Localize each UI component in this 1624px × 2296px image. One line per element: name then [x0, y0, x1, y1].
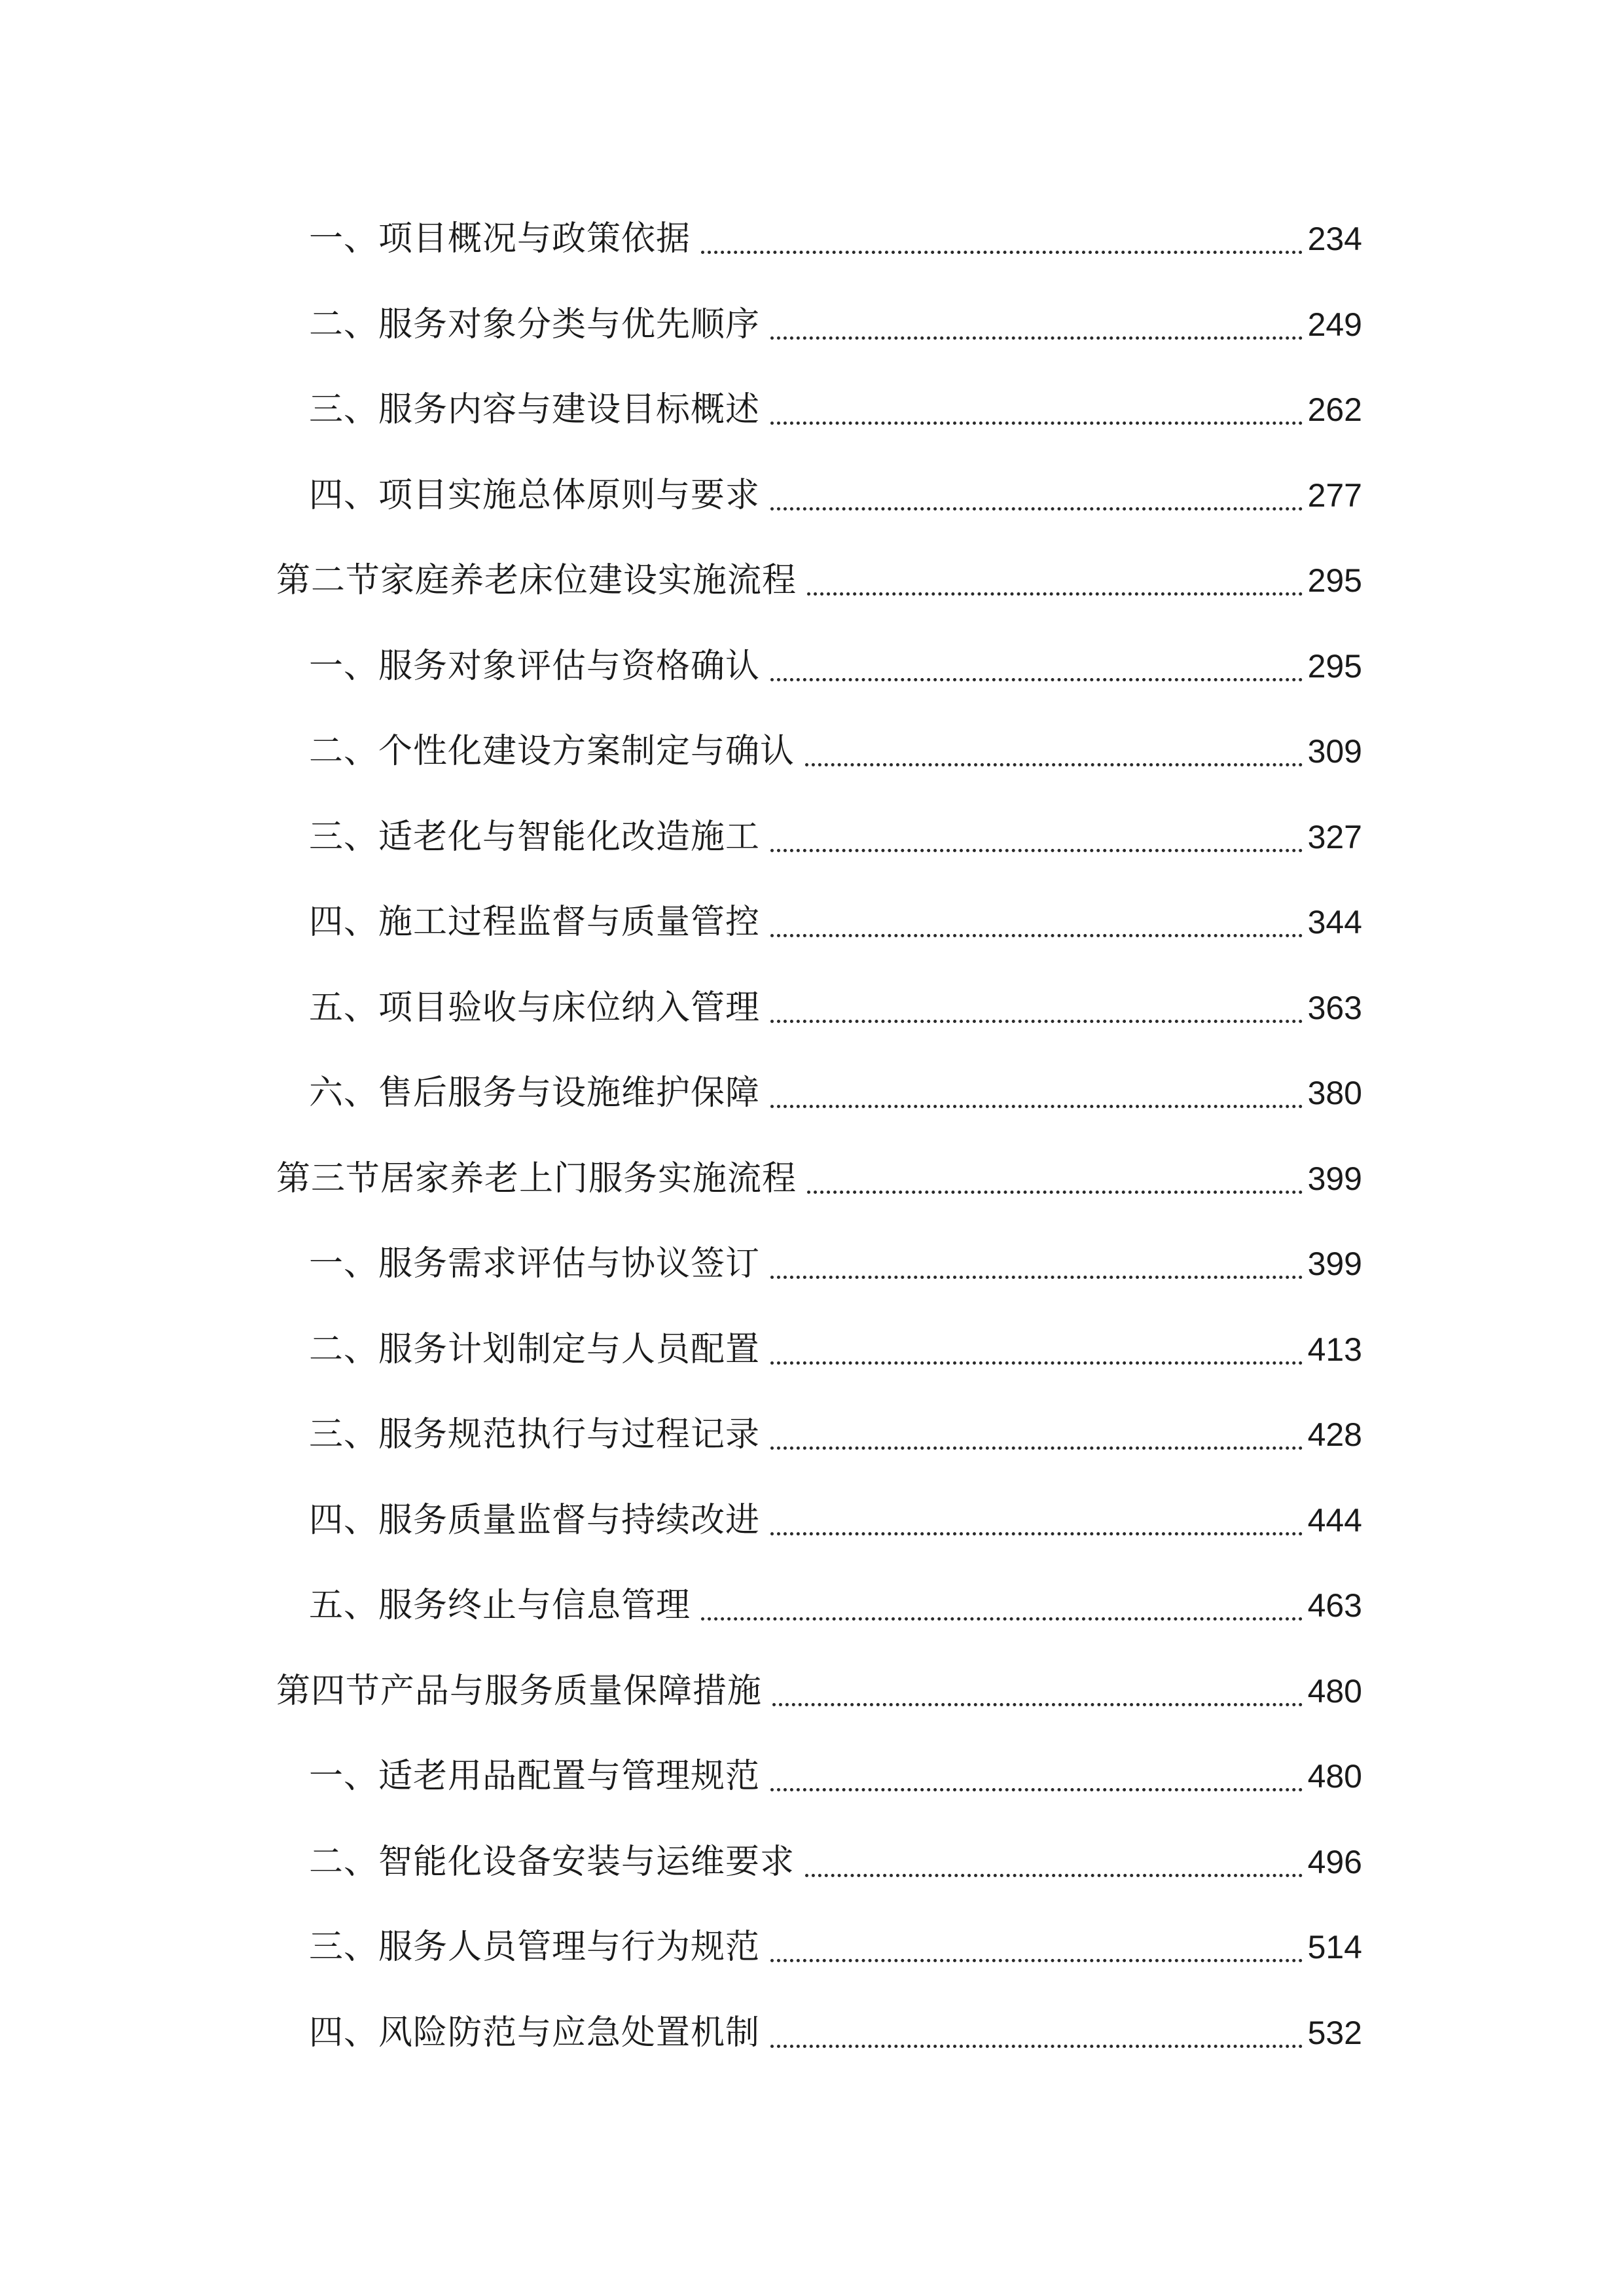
toc-page-number: 413	[1307, 1331, 1362, 1368]
toc-entry[interactable]	[0, 811, 1624, 863]
toc-entry-title: 一、服务对象评估与资格确认	[309, 646, 761, 686]
toc-entry-title: 四、服务质量监督与持续改进	[309, 1500, 761, 1540]
toc-dot-leader	[770, 1959, 1303, 1962]
toc-entry-title: 三、服务规范执行与过程记录	[309, 1415, 761, 1454]
toc-entry-title: 第三节居家养老上门服务实施流程	[276, 1158, 797, 1198]
toc-section-entry[interactable]	[0, 554, 1624, 607]
toc-dot-leader	[770, 1020, 1303, 1023]
toc-dot-leader	[770, 934, 1303, 937]
toc-entry[interactable]	[0, 2007, 1624, 2059]
toc-dot-leader	[701, 1617, 1303, 1621]
toc-dot-leader	[701, 251, 1303, 254]
toc-dot-leader	[807, 592, 1303, 596]
toc-entry-title: 三、服务人员管理与行为规范	[309, 1928, 761, 1967]
toc-entry[interactable]	[0, 1921, 1624, 1973]
toc-entry[interactable]	[0, 725, 1624, 778]
toc-entry-title: 六、售后服务与设施维护保障	[309, 1073, 761, 1113]
toc-dot-leader	[770, 422, 1303, 425]
toc-page-number: 295	[1307, 562, 1362, 599]
toc-page-number: 480	[1307, 1758, 1362, 1795]
toc-dot-leader	[805, 763, 1303, 766]
toc-dot-leader	[770, 1446, 1303, 1450]
toc-entry[interactable]	[0, 384, 1624, 436]
toc-page-number: 344	[1307, 904, 1362, 941]
toc-entry-title: 二、智能化设备安装与运维要求	[309, 1842, 795, 1882]
toc-entry-title: 一、项目概况与政策依据	[309, 219, 691, 259]
toc-page-number: 309	[1307, 733, 1362, 770]
toc-entry[interactable]	[0, 298, 1624, 351]
toc-dot-leader	[772, 1703, 1303, 1706]
toc-entry[interactable]	[0, 469, 1624, 522]
toc-entry-title: 二、个性化建设方案制定与确认	[309, 732, 795, 771]
toc-entry[interactable]	[0, 1408, 1624, 1461]
toc-entry[interactable]	[0, 1067, 1624, 1119]
toc-page-number: 380	[1307, 1075, 1362, 1111]
toc-page-number: 249	[1307, 306, 1362, 343]
toc-page-number: 514	[1307, 1929, 1362, 1965]
toc-entry-title: 一、适老用品配置与管理规范	[309, 1757, 761, 1796]
toc-dot-leader	[770, 1788, 1303, 1791]
toc-entry-title: 四、项目实施总体原则与要求	[309, 475, 761, 515]
toc-entry-title: 三、适老化与智能化改造施工	[309, 817, 761, 857]
toc-entry-title: 四、风险防范与应急处置机制	[309, 2013, 761, 2053]
toc-dot-leader	[770, 1105, 1303, 1108]
toc-entry[interactable]	[0, 1238, 1624, 1290]
toc-page-number: 399	[1307, 1160, 1362, 1197]
toc-page-number: 399	[1307, 1246, 1362, 1282]
toc-entry[interactable]	[0, 982, 1624, 1034]
toc-page-number: 363	[1307, 989, 1362, 1026]
toc-dot-leader	[770, 1361, 1303, 1365]
toc-entry[interactable]	[0, 1494, 1624, 1547]
toc-dot-leader	[807, 1191, 1303, 1194]
toc-entry[interactable]	[0, 896, 1624, 948]
toc-entry-title: 一、服务需求评估与协议签订	[309, 1244, 761, 1283]
toc-entry-title: 二、服务对象分类与优先顺序	[309, 304, 761, 344]
toc-page-number: 234	[1307, 221, 1362, 257]
toc-dot-leader	[770, 678, 1303, 681]
toc-entry[interactable]	[0, 640, 1624, 692]
toc-entry[interactable]	[0, 1750, 1624, 1803]
toc-entry[interactable]	[0, 1836, 1624, 1888]
toc-entry-title: 第四节产品与服务质量保障措施	[276, 1671, 763, 1711]
toc-page-number: 295	[1307, 647, 1362, 685]
toc-page-number: 262	[1307, 391, 1362, 428]
toc-entry-title: 五、项目验收与床位纳入管理	[309, 988, 761, 1028]
toc-entry-title: 二、服务计划制定与人员配置	[309, 1329, 761, 1369]
toc-entry[interactable]	[0, 1323, 1624, 1376]
toc-dot-leader	[770, 507, 1303, 511]
toc-section-entry[interactable]	[0, 1665, 1624, 1717]
toc-entry-title: 五、服务终止与信息管理	[309, 1586, 691, 1625]
toc-dot-leader	[770, 336, 1303, 340]
toc-entry[interactable]	[0, 213, 1624, 265]
toc-dot-leader	[770, 1532, 1303, 1535]
toc-page-number: 444	[1307, 1501, 1362, 1539]
toc-page-number: 277	[1307, 476, 1362, 514]
toc-entry[interactable]	[0, 1579, 1624, 1632]
toc-page-number: 463	[1307, 1587, 1362, 1624]
toc-page-number: 480	[1307, 1672, 1362, 1710]
toc-dot-leader	[770, 1276, 1303, 1279]
toc-dot-leader	[770, 849, 1303, 852]
toc-entry-title: 三、服务内容与建设目标概述	[309, 390, 761, 429]
toc-page-number: 532	[1307, 2014, 1362, 2051]
toc-entry-title: 四、施工过程监督与质量管控	[309, 903, 761, 942]
toc-entry-title: 第二节家庭养老床位建设实施流程	[276, 561, 797, 600]
toc-page-number: 327	[1307, 818, 1362, 855]
toc-section-entry[interactable]	[0, 1153, 1624, 1205]
toc-page-number: 496	[1307, 1843, 1362, 1880]
toc-page-number: 428	[1307, 1416, 1362, 1453]
toc-dot-leader	[770, 2045, 1303, 2048]
toc-dot-leader	[805, 1874, 1303, 1877]
